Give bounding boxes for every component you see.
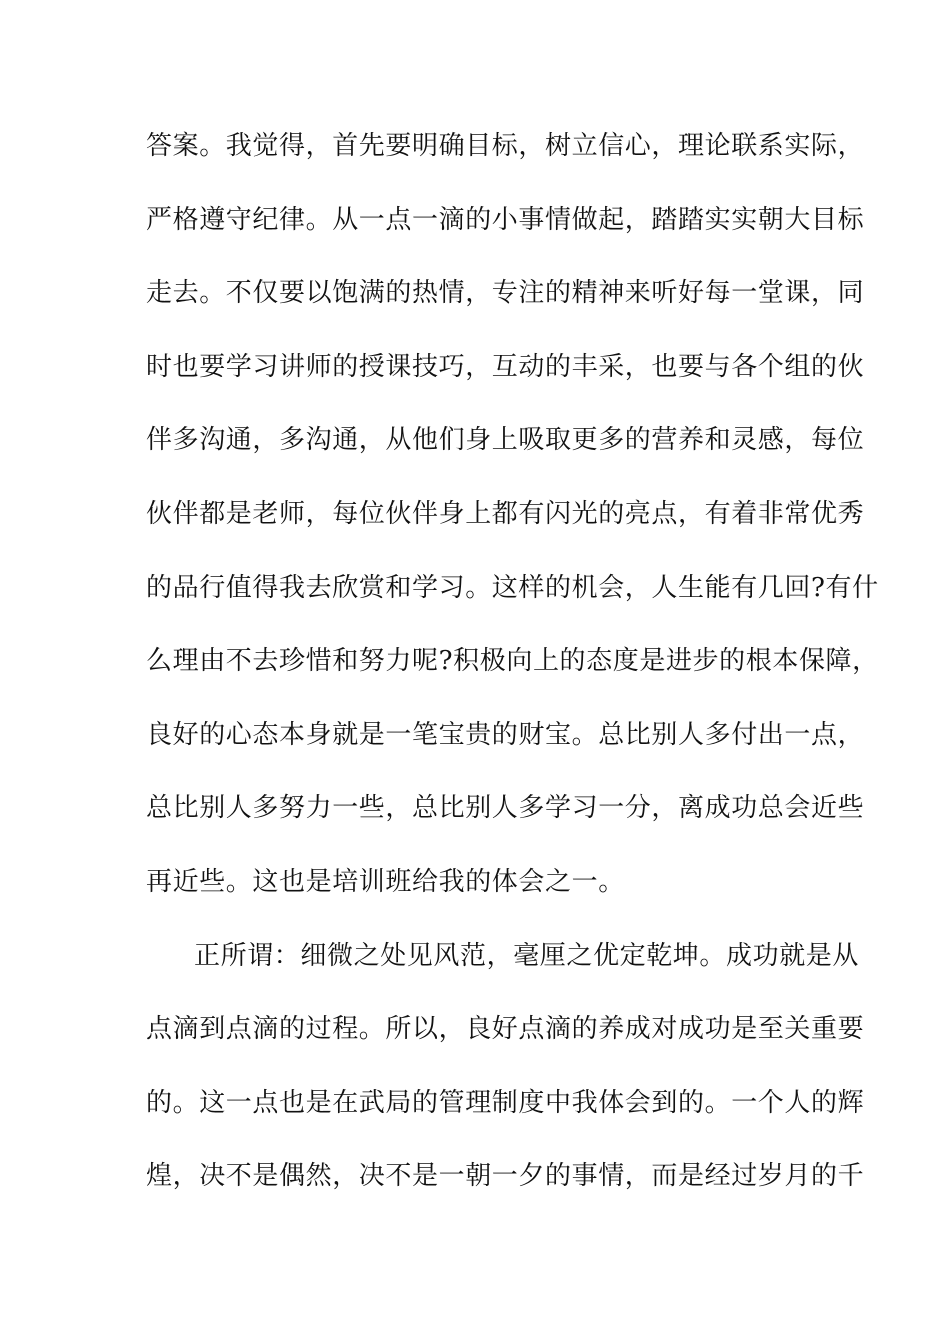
body-text (146, 126, 879, 1230)
text-line: 良好的心态本身就是一笔宝贵的财宝。总比别人多付出一点， (146, 719, 865, 750)
text-line: 走去。不仅要以饱满的热情，专注的精神来听好每一堂课，同 (146, 278, 865, 309)
text-line: 答案。我觉得，首先要明确目标，树立信心，理论联系实际， (146, 131, 865, 161)
text-line: 煌，决不是偶然，决不是一朝一夕的事情，而是经过岁月的千 (146, 1161, 865, 1192)
text-line: 再近些。这也是培训班给我的体会之一。 (146, 866, 625, 897)
text-line: 总比别人多努力一些，总比别人多学习一分，离成功总会近些 (146, 793, 865, 824)
text-line: 的品行值得我去欣赏和学习。这样的机会，人生能有几回?有什 (146, 572, 879, 603)
text-line: 的。这一点也是在武局的管理制度中我体会到的。一个人的辉 (146, 1087, 865, 1118)
text-line: 么理由不去珍惜和努力呢?积极向上的态度是进步的根本保障， (146, 646, 879, 677)
text-line: 严格遵守纪律。从一点一滴的小事情做起，踏踏实实朝大目标 (146, 204, 865, 235)
paragraph-first-line: 正所谓：细微之处见风范，毫厘之优定乾坤。成功就是从 (194, 940, 860, 971)
text-line: 点滴到点滴的过程。所以，良好点滴的养成对成功是至关重要 (146, 1014, 865, 1045)
text-line: 伴多沟通，多沟通，从他们身上吸取更多的营养和灵感，每位 (146, 425, 865, 456)
text-line: 时也要学习讲师的授课技巧，互动的丰采，也要与各个组的伙 (146, 351, 865, 382)
text-line: 伙伴都是老师，每位伙伴身上都有闪光的亮点，有着非常优秀 (146, 498, 865, 529)
